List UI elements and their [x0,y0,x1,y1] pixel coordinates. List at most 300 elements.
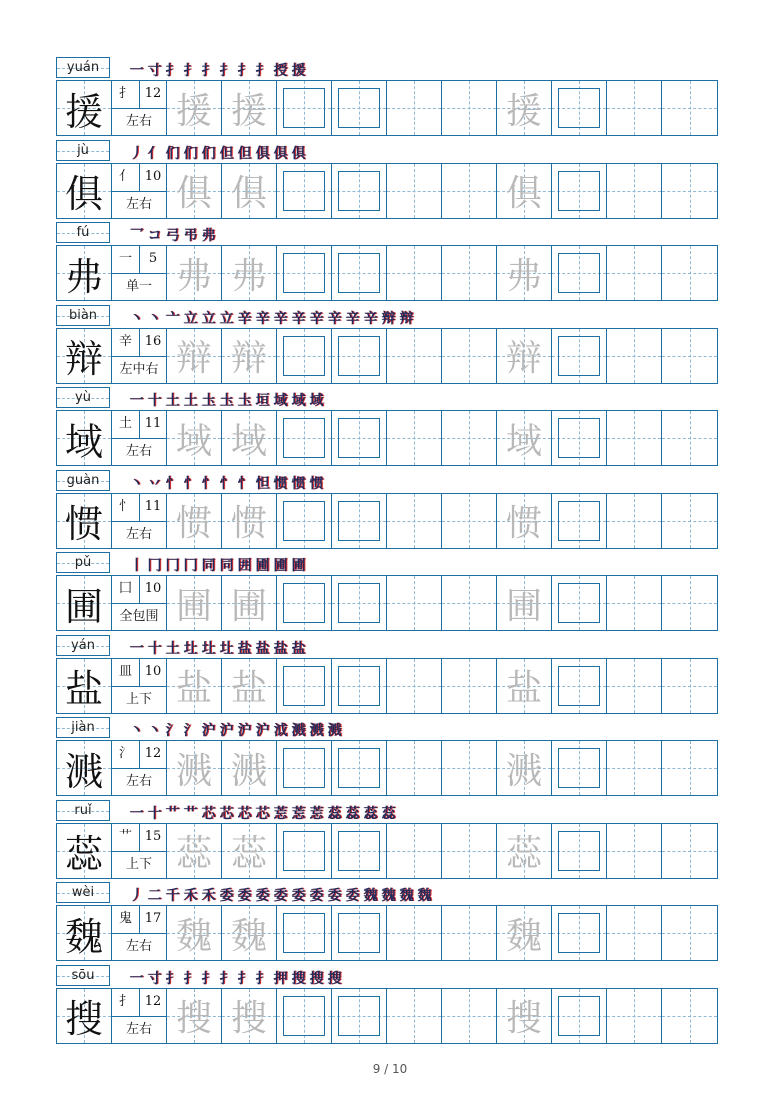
character-block [56,385,718,468]
character-info [112,81,167,135]
stroke-order-step: 溅 [291,723,306,739]
structure-label: 左右 [125,114,152,129]
radical: 鬼 [112,906,140,933]
empty-writing-cell[interactable] [662,246,717,300]
stroke-order-step: 一 [129,393,144,409]
stroke-order-step: 蕊 [363,805,378,822]
structure-label: 上下 [125,856,152,872]
empty-writing-cell[interactable] [442,494,497,548]
stroke-order-step: 域 [309,393,324,409]
trace-cell[interactable]: 惯 [497,494,552,548]
stroke-order-step: 二 [147,888,162,904]
character-info [112,906,167,960]
stroke-order-step: 委 [237,888,252,904]
trace-cell[interactable]: 蕊 [222,824,277,878]
empty-writing-cell[interactable] [442,81,497,135]
stroke-order [129,883,432,905]
pinyin: guàn [66,472,100,488]
stroke-order-step: 一 [129,640,144,657]
practice-box-cell[interactable] [552,659,607,713]
writing-grid [56,493,718,549]
writing-grid [56,410,718,466]
stroke-order-step: 辛 [237,310,252,327]
empty-writing-cell[interactable] [607,494,662,548]
stroke-order-step: 忄 [237,475,252,492]
stroke-order [129,141,306,163]
stroke-order-step: 圃 [255,558,270,574]
practice-box-cell[interactable] [277,494,332,548]
main-character: 盐 [57,659,112,713]
empty-writing-cell[interactable] [607,246,662,300]
stroke-order-step: 忄 [219,475,234,492]
empty-writing-cell[interactable] [662,81,717,135]
practice-box-cell[interactable] [332,164,387,218]
stroke-count: 11 [144,416,162,431]
stroke-order-step: 域 [273,393,288,409]
trace-cell[interactable]: 域 [497,411,552,465]
empty-writing-cell[interactable] [662,824,717,878]
practice-box-cell[interactable] [277,81,332,135]
stroke-order-step: 辛 [255,310,270,327]
structure-label: 左右 [125,196,152,212]
stroke-order [129,388,324,410]
practice-box-cell[interactable] [552,81,607,135]
pinyin-row [56,55,718,80]
trace-cell[interactable]: 俱 [167,164,222,218]
empty-writing-cell[interactable] [442,246,497,300]
pinyin-box [56,965,110,986]
practice-box-cell[interactable] [552,246,607,300]
empty-writing-cell[interactable] [442,906,497,960]
practice-box-cell[interactable] [332,659,387,713]
pinyin-box [56,57,110,78]
trace-cell[interactable]: 俱 [497,164,552,218]
trace-cell[interactable]: 援 [222,81,277,135]
empty-writing-cell[interactable] [662,329,717,383]
practice-box-cell[interactable] [552,741,607,795]
trace-cell[interactable]: 圃 [497,576,552,630]
pinyin-box [56,717,110,738]
character-block [56,715,718,798]
empty-writing-cell[interactable] [387,824,442,878]
stroke-order-step: 魏 [381,888,396,904]
character-info [112,989,167,1043]
main-character: 魏 [57,906,112,960]
stroke-order [129,471,324,493]
practice-box-cell[interactable] [552,329,607,383]
main-character: 圃 [57,576,112,630]
stroke-order-step: 丶 [147,310,162,327]
empty-writing-cell[interactable] [662,659,717,713]
stroke-order-step: 辛 [327,310,342,327]
stroke-order-step: 圡 [237,393,252,409]
stroke-order-step: 但 [219,145,234,162]
stroke-order-step: 禾 [201,888,216,904]
stroke-order-step: 援 [291,63,306,79]
trace-cell[interactable]: 蕊 [167,824,222,878]
stroke-order-step: 土 [183,393,198,409]
character-info [112,246,167,300]
radical: 一 [112,246,140,273]
empty-writing-cell[interactable] [662,494,717,548]
practice-box-cell[interactable] [552,989,607,1043]
stroke-order-step: 辛 [345,310,360,327]
stroke-order-step: 圵 [183,640,198,657]
practice-box-cell[interactable] [332,411,387,465]
writing-grid [56,245,718,301]
character-info [112,329,167,383]
trace-cell[interactable]: 溅 [497,741,552,795]
pinyin-box [56,470,110,491]
stroke-count: 11 [144,498,162,514]
trace-cell[interactable]: 惯 [222,494,277,548]
practice-box-cell[interactable] [332,576,387,630]
empty-writing-cell[interactable] [442,741,497,795]
empty-writing-cell[interactable] [442,329,497,383]
empty-writing-cell[interactable] [607,906,662,960]
practice-box-cell[interactable] [277,329,332,383]
character-info [112,659,167,713]
practice-box-cell[interactable] [277,576,332,630]
trace-cell[interactable]: 溅 [222,741,277,795]
stroke-order-step: 十 [147,640,162,657]
empty-writing-cell[interactable] [607,659,662,713]
stroke-order-step: 垣 [255,393,270,409]
stroke-count: 5 [148,251,158,266]
writing-grid [56,740,718,796]
empty-writing-cell[interactable] [442,576,497,630]
trace-cell[interactable]: 弗 [222,246,277,300]
trace-cell[interactable]: 域 [222,411,277,465]
empty-writing-cell[interactable] [662,411,717,465]
structure-label: 单一 [125,279,152,294]
empty-writing-cell[interactable] [387,411,442,465]
character-block [56,963,718,1046]
structure-label: 左右 [125,1021,152,1037]
stroke-order-step: 忄 [183,475,198,492]
stroke-order-step: 委 [273,888,288,904]
stroke-order-step: 沪 [255,723,270,739]
practice-box-cell[interactable] [332,906,387,960]
stroke-count: 12 [144,993,162,1009]
trace-cell[interactable]: 盐 [497,659,552,713]
empty-writing-cell[interactable] [662,741,717,795]
stroke-order-step: 丶 [147,723,162,739]
pinyin: pǔ [74,555,92,570]
character-block [56,220,718,303]
trace-cell[interactable]: 援 [497,81,552,135]
character-block [56,633,718,716]
practice-box-cell[interactable] [552,164,607,218]
trace-cell[interactable]: 蕊 [497,824,552,878]
page-indicator: 9 / 10 [372,1062,408,1076]
trace-cell[interactable]: 弗 [167,246,222,300]
empty-writing-cell[interactable] [387,494,442,548]
stroke-order-step: 冂 [147,558,162,574]
empty-writing-cell[interactable] [387,741,442,795]
stroke-order-step: 禾 [183,888,198,904]
empty-writing-cell[interactable] [387,81,442,135]
stroke-order-step: 艹 [183,805,198,822]
empty-writing-cell[interactable] [662,989,717,1043]
practice-box-cell[interactable] [552,824,607,878]
trace-cell[interactable]: 惯 [167,494,222,548]
pinyin-box [56,305,110,326]
structure-label: 上下 [125,691,152,707]
pinyin-box [56,635,110,656]
pinyin-row [56,633,718,658]
empty-writing-cell[interactable] [387,906,442,960]
pinyin-row [56,468,718,493]
practice-box-cell[interactable] [552,906,607,960]
empty-writing-cell[interactable] [387,576,442,630]
trace-cell[interactable]: 圃 [167,576,222,630]
stroke-order-step: 盐 [255,640,270,657]
stroke-order [129,636,306,658]
trace-cell[interactable]: 援 [167,81,222,135]
practice-box-cell[interactable] [332,989,387,1043]
character-info [112,824,167,878]
practice-box-cell[interactable] [277,411,332,465]
radical: 扌 [112,81,140,108]
trace-cell[interactable]: 搜 [167,989,222,1043]
pinyin: sōu [71,967,95,983]
stroke-order-step: 魏 [399,888,414,904]
empty-writing-cell[interactable] [387,659,442,713]
stroke-order-step: 弓 [165,228,180,244]
stroke-order-step: 沪 [201,723,216,739]
stroke-order-step: 盐 [291,640,306,657]
pinyin: wèi [71,885,95,900]
empty-writing-cell[interactable] [607,164,662,218]
stroke-order-step: 圡 [201,393,216,409]
stroke-order-step: 盐 [273,640,288,657]
stroke-order-step: 圃 [273,558,288,574]
practice-box-cell[interactable] [277,246,332,300]
stroke-order-step: 丿 [129,888,144,904]
practice-box-cell[interactable] [277,741,332,795]
stroke-order-step: 亻 [147,145,162,162]
stroke-order-step: 辩 [399,310,414,327]
pinyin-row [56,303,718,328]
pinyin: yán [71,637,95,653]
trace-cell[interactable]: 弗 [497,246,552,300]
pinyin: yuán [66,60,100,75]
empty-writing-cell[interactable] [607,741,662,795]
stroke-order-step: 辛 [309,310,324,327]
stroke-order-step: 乛 [129,228,144,244]
stroke-order [129,966,342,988]
stroke-order-step: 蕊 [345,805,360,822]
empty-writing-cell[interactable] [607,411,662,465]
stroke-order-step: 芯 [255,805,270,822]
practice-box-cell[interactable] [552,494,607,548]
empty-writing-cell[interactable] [387,989,442,1043]
pinyin: ruǐ [74,802,92,818]
stroke-order-step: 沪 [219,723,234,739]
main-character: 惯 [57,494,112,548]
stroke-order-step: 丶 [129,723,144,739]
stroke-count: 12 [144,86,162,101]
stroke-order-step: 溅 [327,723,342,739]
trace-cell[interactable]: 辩 [497,329,552,383]
stroke-order-step: 丶 [129,475,144,492]
main-character: 域 [57,411,112,465]
character-block [56,55,718,138]
writing-grid [56,823,718,879]
trace-cell[interactable]: 魏 [222,906,277,960]
radical: 辛 [112,329,140,356]
pinyin-box [56,800,110,821]
main-character: 辩 [57,329,112,383]
pinyin-row [56,220,718,245]
empty-writing-cell[interactable] [662,164,717,218]
character-info [112,411,167,465]
stroke-order-step: 立 [201,310,216,327]
character-block [56,550,718,633]
trace-cell[interactable]: 辩 [167,329,222,383]
stroke-count: 12 [144,746,162,761]
stroke-order-step: 圵 [201,640,216,657]
practice-box-cell[interactable] [552,576,607,630]
empty-writing-cell[interactable] [607,329,662,383]
stroke-order-step: 溅 [309,723,324,739]
practice-box-cell[interactable] [332,81,387,135]
pinyin-box [56,882,110,903]
practice-box-cell[interactable] [277,824,332,878]
stroke-order-step: 艹 [165,805,180,822]
stroke-order-step: 莣 [291,805,306,822]
pinyin-row [56,798,718,823]
empty-writing-cell[interactable] [387,246,442,300]
main-character: 俱 [57,164,112,218]
practice-box-cell[interactable] [277,659,332,713]
stroke-order-step: 扌 [237,970,252,987]
empty-writing-cell[interactable] [442,989,497,1043]
pinyin-box [56,222,110,243]
pinyin: jiàn [71,720,95,735]
stroke-order-step: 域 [291,393,306,409]
stroke-order-step: 囲 [237,558,252,574]
stroke-order-step: 扌 [219,63,234,79]
pinyin: biàn [68,307,98,323]
stroke-order-step: 扌 [255,63,270,79]
trace-cell[interactable]: 圃 [222,576,277,630]
empty-writing-cell[interactable] [387,329,442,383]
trace-cell[interactable]: 盐 [167,659,222,713]
main-character: 搜 [57,989,112,1043]
structure-label: 左中右 [119,361,159,377]
practice-box-cell[interactable] [332,494,387,548]
radical: 忄 [112,494,140,521]
character-block [56,138,718,221]
stroke-order-step: 立 [183,310,198,327]
stroke-order-step: 俱 [273,145,288,162]
trace-cell[interactable]: 盐 [222,659,277,713]
character-info [112,741,167,795]
trace-cell[interactable]: 搜 [222,989,277,1043]
stroke-order-step: 委 [327,888,342,904]
stroke-order-step: 丷 [147,475,162,492]
character-block [56,880,718,963]
stroke-order-step: 芯 [201,805,216,822]
empty-writing-cell[interactable] [662,576,717,630]
stroke-order-step: 惯 [273,475,288,492]
empty-writing-cell[interactable] [607,81,662,135]
practice-box-cell[interactable] [277,164,332,218]
stroke-order-step: 辩 [381,310,396,327]
stroke-order [129,223,216,245]
main-character: 溅 [57,741,112,795]
empty-writing-cell[interactable] [387,164,442,218]
stroke-order-step: 丨 [129,558,144,574]
stroke-order-step: 魏 [417,888,432,904]
trace-cell[interactable]: 域 [167,411,222,465]
trace-cell[interactable]: 搜 [497,989,552,1043]
stroke-order-step: 十 [147,805,162,822]
character-block [56,798,718,881]
empty-writing-cell[interactable] [442,164,497,218]
practice-box-cell[interactable] [552,411,607,465]
stroke-order-step: 千 [165,888,180,904]
stroke-order-step: 氵 [183,723,198,739]
stroke-order-step: 搜 [291,970,306,987]
writing-grid [56,658,718,714]
writing-grid [56,575,718,631]
stroke-order-step: 芯 [219,805,234,822]
trace-cell[interactable]: 魏 [167,906,222,960]
stroke-order-step: 弗 [201,228,216,244]
empty-writing-cell[interactable] [442,824,497,878]
practice-box-cell[interactable] [332,246,387,300]
stroke-order-step: 寸 [147,970,162,987]
radical: 扌 [112,989,140,1016]
stroke-order-step: 委 [345,888,360,904]
stroke-order-step: 扌 [201,970,216,987]
trace-cell[interactable]: 辩 [222,329,277,383]
writing-grid [56,80,718,136]
practice-box-cell[interactable] [332,329,387,383]
stroke-count: 10 [144,663,162,679]
trace-cell[interactable]: 溅 [167,741,222,795]
stroke-order-step: 土 [165,640,180,657]
stroke-order-step: 授 [273,63,288,79]
empty-writing-cell[interactable] [442,411,497,465]
pinyin-row [56,138,718,163]
stroke-order-step: 冂 [165,558,180,574]
practice-box-cell[interactable] [277,906,332,960]
practice-box-cell[interactable] [332,741,387,795]
stroke-order-step: 泧 [273,723,288,739]
empty-writing-cell[interactable] [442,659,497,713]
stroke-order-step: 扌 [165,970,180,987]
stroke-order-step: 亠 [165,310,180,327]
trace-cell[interactable]: 魏 [497,906,552,960]
stroke-order-step: 扌 [165,63,180,79]
stroke-order-step: 扌 [219,970,234,987]
stroke-order-step: 惯 [291,475,306,492]
character-info [112,494,167,548]
empty-writing-cell[interactable] [607,576,662,630]
practice-box-cell[interactable] [332,824,387,878]
radical: 土 [112,411,140,438]
practice-box-cell[interactable] [277,989,332,1043]
empty-writing-cell[interactable] [607,824,662,878]
stroke-order-step: 辛 [273,310,288,327]
empty-writing-cell[interactable] [607,989,662,1043]
trace-cell[interactable]: 俱 [222,164,277,218]
empty-writing-cell[interactable] [662,906,717,960]
